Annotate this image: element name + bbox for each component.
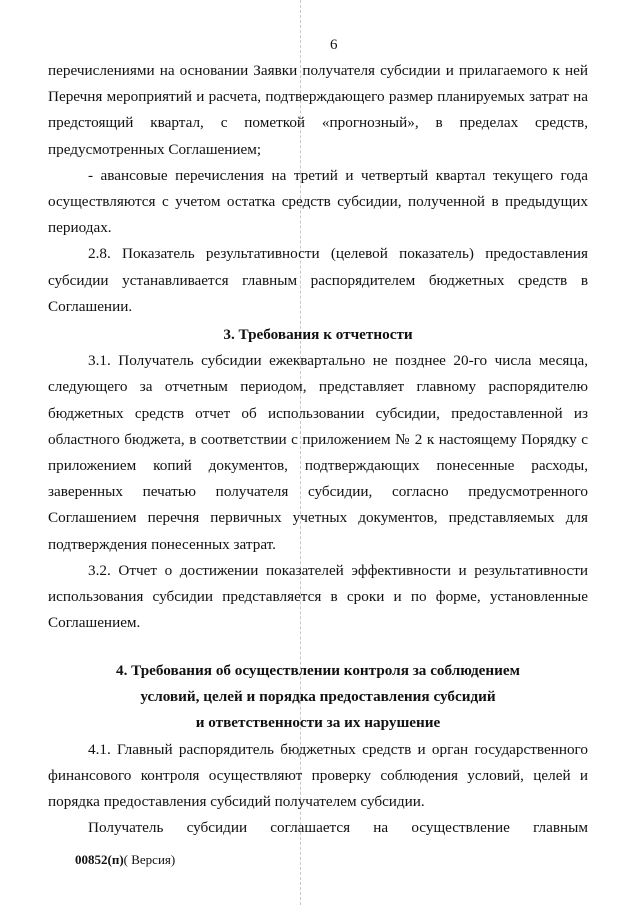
paragraph-2-8-indicator: 2.8. Показатель результативности (целевой показатель) предоставления субсидии устанавливается главным распорядителем бюджетных средств в Соглашении.: [48, 245, 588, 315]
section-3-heading: 3. Требования к отчетности: [223, 326, 413, 344]
paragraph-advance-payments: - авансовые перечисления на третий и четвертый квартал текущего года осуществляются с учетом остатка средств субсидии, полученной в предыдущих периодах.: [48, 166, 588, 237]
section-4-heading-line-3: и ответственности за их нарушение: [195, 714, 441, 732]
footer-version: ( Версия): [123, 852, 176, 867]
paragraph-recipient-consent: Получатель субсидии соглашается на осуществление главным: [88, 819, 588, 837]
paragraph-3-1-report: 3.1. Получатель субсидии ежеквартально не позднее 20-го числа месяца, следующего за отчетным периодом, представляет главному распорядителю бюджетных средств отчет об использовании субсидии, предоставленной из областного бюджета, в соответствии с приложением № 2 к настоящему Порядку с приложением копий документов, подтверждающих понесенные расходы, заверенных печатью получателя субсидии, согласно предусмотренного Соглашением перечня первичных учетных документов, представляемых для подтверждения понесенных затрат.: [48, 352, 588, 553]
footer-code: 00852(п): [75, 852, 124, 867]
paragraph-4-1-control: 4.1. Главный распорядитель бюджетных средств и орган государственного финансового контроля осуществляют проверку соблюдения условий, целей и порядка предоставления субсидий получателем субсидии.: [48, 740, 588, 811]
paragraph-3-2-report: 3.2. Отчет о достижении показателей эффективности и результативности использования субсидии представляется в сроки и по форме, установленные Соглашением.: [48, 561, 588, 632]
text-block-top: [48, 58, 588, 636]
text-block-bottom: [48, 658, 588, 841]
section-4-heading-line-2: условий, целей и порядка предоставления субсидий: [140, 688, 496, 706]
footer-document-code: [75, 852, 175, 868]
page-number: 6: [330, 37, 338, 53]
section-4-heading-line-1: 4. Требования об осуществлении контроля за соблюдением: [115, 662, 521, 679]
paragraph-payment-basis: перечислениями на основании Заявки получателя субсидии и прилагаемого к ней Перечня мероприятий и расчета, подтверждающего размер планируемых затрат на предстоящий квартал, с пометкой «прогнозный», в пределах средств, предусмотренных Соглашением;: [48, 62, 588, 158]
